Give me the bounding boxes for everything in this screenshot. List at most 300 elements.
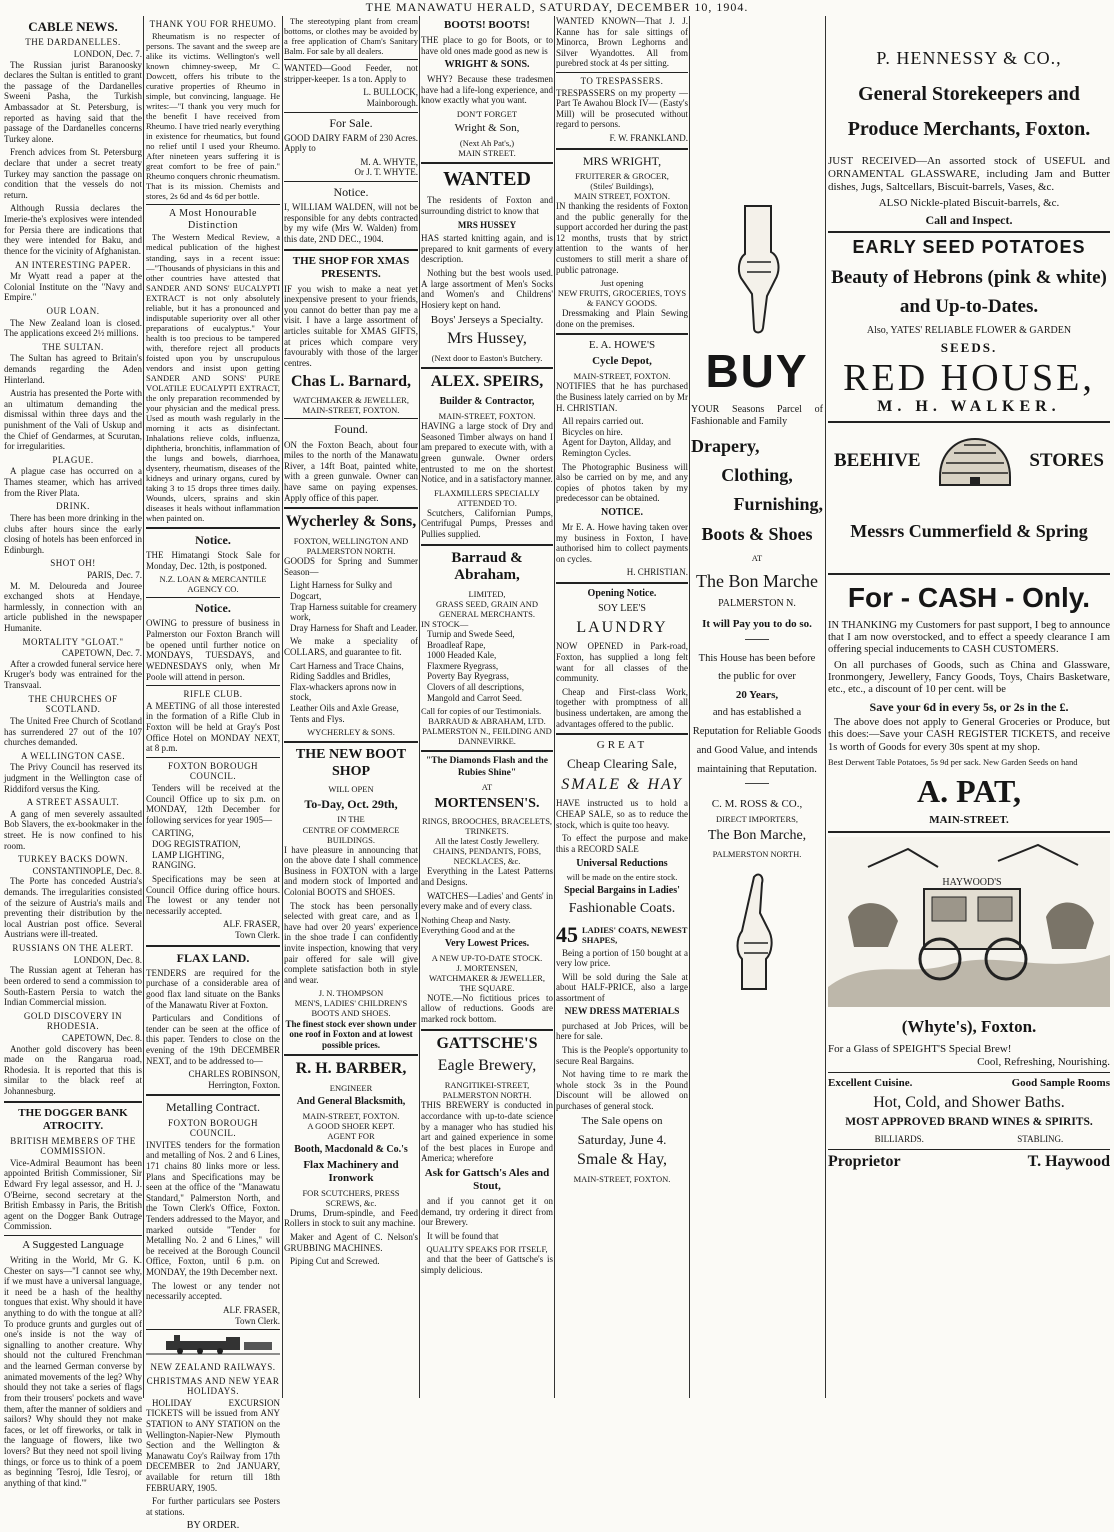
advert-text: Universal Reductions: [576, 857, 668, 869]
advert-text: On all purchases of Goods, such as China and Glassware, Ironmongery, Jewellery, Fancy Goods, Toys, Chairs Basketware, etc., etc., a discount of 10 per cent. will be: [828, 659, 1110, 696]
divider: [556, 72, 688, 73]
advertiser-name: E. A. HOWE'S: [588, 339, 656, 352]
advert-text: Call for copies of our Testimonials.: [421, 706, 542, 717]
column-cable-news: [4, 16, 142, 1488]
goods-list: [284, 661, 418, 725]
advertiser-name: M. H. WALKER.: [877, 398, 1061, 416]
divider: [284, 249, 418, 251]
list-item: Dray Harness for Shaft and Leader.: [290, 622, 418, 633]
column-5: [556, 16, 688, 1398]
divider: [146, 757, 280, 758]
masthead: THE MANAWATU HERALD, SATURDAY, DECEMBER 10, 1904.: [365, 0, 749, 14]
advertiser-name: R. H. BARBER,: [295, 1060, 407, 1078]
divider: [146, 945, 280, 947]
advert-text: Special Bargains in Ladies': [564, 885, 680, 897]
list-item: Bicycles on hire.: [562, 426, 623, 437]
advertiser-trade: Eagle Brewery,: [437, 1057, 537, 1075]
advertiser-trade: ENGINEER: [329, 1083, 373, 1094]
notice-title: For Sale.: [329, 115, 373, 130]
divider: [421, 162, 553, 164]
notice-text: Specifications may be seen at Council Office during office hours. The lowest or any tender not necessarily accepted.: [146, 873, 280, 916]
article-text: Vice-Admiral Beaumont has been appointed British Commissioner, Sir Edward Fry legal assessor, and H. J. O'Beirne, second secretary at the British Embassy in Paris, the British agent on the Dogger Bank Outrage Commission.: [4, 1157, 142, 1232]
subheadline: BRITISH MEMBERS OF THE COMMISSION.: [10, 1135, 136, 1157]
headline: A WELLINGTON CASE.: [21, 750, 125, 761]
advert-text: Save your 6d in every 5s, or 2s in the £.: [869, 699, 1069, 714]
advert-text: HAVE instructed us to hold a CHEAP SALE, so as to reduce the stock, which is quite too heavy.: [556, 798, 688, 830]
list-item: Poverty Bay Ryegrass,: [427, 671, 509, 682]
notice-text: Mr E. A. Howe having taken over my business in Foxton, I have authorised him to collect payments on cycles.: [556, 521, 688, 564]
advertiser-name: MRS HUSSEY: [457, 219, 517, 230]
pointing-hand-icon: [732, 873, 782, 993]
list-item: Riding Saddles and Bridles,: [290, 671, 391, 682]
advert-title: THE SHOP FOR XMAS PRESENTS.: [292, 254, 410, 280]
advertiser-address: MAIN-STREET.: [929, 813, 1009, 826]
divider: [556, 582, 688, 584]
advertiser-address: (Next door to Easton's Butchery.: [431, 353, 543, 364]
advert-text: I have pleasure in announcing that on the above date I shall commence Business in FOXTON with a large and modern stock of Imported and Colonial BOOTS and SHOES.: [284, 844, 418, 897]
dateline: CAPETOWN, Dec. 7.: [61, 648, 142, 659]
advert-text: Scutchers, Californian Pumps, Centrifugal Pumps, Presses and Pullies supplied.: [421, 507, 553, 539]
advert-text: LIMITED,: [468, 588, 506, 599]
services-list: [146, 828, 280, 870]
advertiser-name: Barraud & Abraham,: [451, 549, 523, 584]
article-text: Although Russia declares the Imerie-the's explosives were intended for Persia there are indications that they were intended for Baku, and thence for the vicinity of Afghanistan.: [4, 203, 142, 256]
list-item: Leather Oils and Axle Grease,: [290, 703, 399, 714]
goods-line: Clothing,: [721, 465, 793, 486]
advert-title: For - CASH - Only.: [847, 581, 1091, 613]
notice-title: Notice.: [195, 601, 231, 616]
advert-text: WILL OPEN: [328, 784, 374, 795]
advert-text: AT: [481, 781, 493, 792]
signature: H. CHRISTIAN.: [626, 567, 688, 578]
advert-text: It will Pay you to do so.: [702, 617, 812, 630]
dateline: LONDON, Dec. 8.: [73, 954, 142, 965]
headline: MORTALITY "GLOAT.": [22, 636, 124, 647]
advert-text: JUST RECEIVED—An assorted stock of USEFUL and ORNAMENTAL GLASSWARE, including Jam and Butter dishes, Jugs, Saltcellars, Biscuit-barrels, Vases, &c.: [828, 155, 1110, 194]
notice-text: HOLIDAY EXCURSION TICKETS will be issued from ANY STATION to ANY STATION on the Wellington-Napier-New Plymouth Section and the Wellington & Manawatu Coy's Railway from 17th DECEMBER to 2nd JANUARY, available for return till 18th FEBRUARY, 1905.: [146, 1397, 280, 1493]
advert-text: Everything in the Latest Patterns and Designs.: [421, 866, 553, 887]
advert-text: QUALITY SPEAKS FOR ITSELF,: [426, 1244, 548, 1255]
headline: THANK YOU FOR RHEUMO.: [149, 19, 277, 29]
list-item: Light Harness for Sulky and Dogcart,: [290, 580, 392, 601]
article-text: The Privy Council has reserved its judgment in the Wellington case of Riddiford versus the King.: [4, 762, 142, 794]
signature: Or J. T. WHYTE.: [354, 167, 418, 178]
advert-text: For a Glass of SPEIGHT'S Special Brew!: [828, 1042, 1012, 1055]
advert-text: Drums, Drum-spindle, and Feed Rollers in stock to suit any machine.: [284, 1207, 418, 1229]
article-text: Another gold discovery has been made on the Rangarua road, Rhodesia. It is reported that this is similar to the black reef at Johannesburg.: [4, 1043, 142, 1096]
advertiser-address: MAIN-STREET, FOXTON.: [438, 411, 536, 422]
dateline: CAPETOWN, Dec. 8.: [61, 1032, 142, 1043]
signature: CHARLES ROBINSON,: [188, 1069, 280, 1080]
advert-text: NOW OPENED in Park-road, Foxton, has supplied a long felt want for all classes of the community.: [556, 641, 688, 684]
advert-text: Not having time to re mark the whole stock 3s in the Pound Discount will be allowed on purchases of general stock.: [556, 1069, 688, 1112]
divider: [421, 750, 553, 752]
divider: [146, 597, 280, 598]
advert-title: Cheap Clearing Sale,: [566, 756, 678, 772]
advert-text: Also, YATES' RELIABLE FLOWER & GARDEN: [866, 325, 1072, 337]
advert-text: WANTED KNOWN—That J. J. Kanne has for sale sittings of Minorca, Brown Leghorns and Silver Wyandottes. All from purebred stock at 4s per sitting.: [556, 16, 688, 69]
advert-text: This House has been before the public for over: [698, 652, 816, 682]
column-rule: [143, 16, 144, 1398]
advert-text: HAS started knitting again, and is prepared to knit garments of every description.: [421, 233, 553, 265]
advert-text: Dressmaking and Plain Sewing done on the premises.: [556, 308, 688, 329]
divider: [284, 59, 418, 60]
divider: [421, 1029, 553, 1031]
notice-text: I, WILLIAM WALDEN, will not be responsible for any debts contracted by my wife (Mrs W. Walden) from this date, 2ND DEC., 1904.: [284, 202, 418, 245]
signature-role: Town Clerk.: [235, 929, 280, 940]
advertiser-trade: General Storekeepers and Produce Merchants, Foxton.: [847, 83, 1091, 141]
amenity: Excellent Cuisine.: [828, 1076, 913, 1089]
beehive-banner: [834, 433, 1104, 489]
headline: OUR LOAN.: [46, 305, 100, 316]
list-item: Trap Harness suitable for creamery work,: [290, 601, 417, 623]
list-item: CARTING,: [152, 828, 194, 839]
signature-place: Herrington, Foxton.: [208, 1079, 280, 1090]
signature: BARRAUD & ABRAHAM, LTD.: [428, 716, 546, 727]
divider: [146, 527, 280, 529]
column-rule: [282, 16, 283, 1398]
divider: [284, 1054, 418, 1056]
advert-text: NOTIFIES that he has purchased the Business lately carried on by Mr H. CHRISTIAN.: [556, 381, 688, 413]
advertiser-name: Wycherley & Sons,: [285, 513, 417, 531]
beehive-icon: [930, 433, 1020, 489]
divider: [4, 1101, 142, 1103]
advert-text: Just opening: [600, 278, 644, 289]
advert-text: Nothing Cheap and Nasty.: [421, 914, 511, 925]
advertiser-address: MAIN-STREET, FOXTON.: [302, 1111, 400, 1122]
advert-text: 20 Years,: [735, 688, 779, 701]
advert-text: Being a portion of 150 bought at a very low price.: [556, 947, 688, 969]
signature-role: DIRECT IMPORTERS,: [716, 814, 798, 824]
advertiser-name: Messrs Cummerfield & Spring: [850, 521, 1088, 542]
article-text: French advices from St. Petersburg declare that under a secret treaty Turkey may sanction the passage on condition that the vessels do not return.: [4, 147, 142, 200]
advert-text: MEN'S, LADIES' CHILDREN'S BOOTS AND SHOES.: [294, 998, 408, 1019]
advert-text: Ask for Gattsch's Ales and Stout,: [424, 1166, 550, 1192]
advert-text: Nothing but the best wools used. A large assortment of Men's Socks and Women's and Childrens' Hosiery kept on hand.: [421, 268, 553, 310]
article-text: Mr Wyatt read a paper at the Colonial Institute on the "Navy and Empire.": [4, 271, 142, 303]
divider: [421, 367, 553, 369]
advertiser-address: MAIN-STREET, FOXTON.: [302, 405, 400, 416]
column-rule: [554, 16, 555, 1398]
divider: [284, 507, 418, 509]
headline: AN INTERESTING PAPER.: [15, 259, 131, 270]
signature: C. M. ROSS & CO.,: [711, 798, 803, 811]
proprietor-label: Proprietor: [828, 1152, 901, 1170]
notice-title: Notice.: [195, 532, 231, 547]
advert-text: Rheumatism is no respecter of persons. The savant and the sweep are alike its victims. Wellington's well known chimney-sweep, Mr C. Dowcett, offers his tribute to the curative properties of Rheumo in simple, but convincing, language. He writes:—"I thank you very much for the benefit I have received from Rheumo. I have tried nearly everything in existence for rheumatics, but found no relief until I used your Rheumo. After nineteen years suffering it is great comfort to be free of pain." Rheumo conquers chronic rheumatism. That is its mission. Chemists and stores, 2s 6d and 4s 6d per bottle.: [146, 30, 280, 201]
advert-text: purchased at Job Prices, will be here for sale.: [556, 1020, 688, 1042]
article-text: The Porte has conceded Austria's demands. The irregularities consisted of the seizure of Austria's mails and preventing their distribution by the local Austrian post office. Several Austrians were ill-treated.: [4, 876, 142, 940]
advert-text: The stereotyping plant from cream bottoms, or clothes may be avoided by a free application of Cham's Sanitary Balm. For sale by all dealers.: [284, 16, 418, 57]
advert-text: Everything Good and at the: [421, 924, 515, 935]
amenity: Good Sample Rooms: [1011, 1076, 1110, 1089]
headline: A Suggested Language: [22, 1239, 124, 1252]
divider: [556, 733, 688, 735]
list-item: DOG REGISTRATION,: [152, 839, 241, 850]
advert-text: IF you wish to make a neat yet inexpensive present to your friends, you cannot do better than pay me a visit. I have a large assortment of articles suitable for XMAS GIFTS, at prices which compare very favourably with those of the larger centres.: [284, 283, 418, 368]
column-7: [828, 16, 1110, 1398]
article-text: The New Zealand loan is closed. The applications exceed 2½ millions.: [4, 317, 142, 339]
advert-text: GOOD DAIRY FARM of 230 Acres. Apply to: [284, 132, 418, 154]
goods-list: [284, 580, 418, 633]
divider: [284, 741, 418, 743]
divider: [146, 685, 280, 686]
list-item: RINGS, BROOCHES, BRACELETS, TRINKETS.: [421, 816, 553, 837]
notice-title: FLAX LAND.: [176, 950, 250, 965]
advert-text: IN STOCK—: [421, 619, 469, 629]
advert-text: The finest stock ever shown under one roof in Foxton and at lowest possible prices.: [285, 1018, 417, 1050]
notice-text: Tenders will be received at the Council Office up to six p.m. on MONDAY, 12th December for following services for year 1905—: [146, 783, 280, 825]
advertiser-name: SMALE & HAY: [561, 775, 683, 793]
notice-subtitle: CHRISTMAS AND NEW YEAR HOLIDAYS.: [146, 1375, 280, 1397]
advert-text: AGENT FOR: [327, 1131, 375, 1142]
advertiser-address: MAIN STREET.: [458, 147, 516, 158]
advertiser-name: WRIGHT & SONS.: [444, 59, 530, 71]
advert-text: FOR SCUTCHERS, PRESS SCREWS, &c.: [302, 1187, 400, 1208]
list-item: Agent for Dayton, Allday, and Remington Cycles.: [562, 437, 671, 459]
advert-text: Best Derwent Table Potatoes, 5s 9d per sack. New Garden Seeds on hand: [828, 757, 1078, 768]
column-3: [284, 16, 418, 1398]
advertiser-trade: Cycle Depot,: [592, 355, 652, 368]
advert-text: AT: [751, 552, 763, 563]
signature: ALF. FRASER,: [222, 919, 280, 930]
notice-text: OWING to pressure of business in Palmerston our Foxton Branch will be opened until further notice on MONDAYS, TUESDAYS, and WEDNESDAYS only, when Mr Poole will attend in person.: [146, 618, 280, 682]
advertiser-name: RED HOUSE,: [843, 356, 1095, 399]
article-text: A plague case has occurred on a Thames steamer, which has arrived from the River Plata.: [4, 466, 142, 498]
divider: [146, 204, 280, 205]
list-item: Clovers of all descriptions,: [427, 682, 524, 693]
advert-text: Maker and Agent of C. Nelson's GRUBBING MACHINES.: [284, 1232, 418, 1253]
advert-text: FLAXMILLERS SPECIALLY ATTENDED TO.: [434, 487, 540, 508]
advertiser-address: PALMERSTON N.: [718, 598, 796, 610]
advert-text: The stock has been personally selected with great care, and as I have had over 20 years' experience in the shoe trade I can confidently invite inspection, knowing that very pair offered for sale will give complete satisfaction both in style and wear.: [284, 900, 418, 985]
advert-title: WANTED: [443, 167, 531, 190]
signature: WYCHERLEY & SONS.: [307, 727, 395, 738]
goods-line: Boots & Shoes: [701, 523, 813, 544]
advertiser-name: SOY LEE'S: [598, 602, 646, 614]
advertiser-name: A. PAT,: [917, 773, 1021, 810]
notice-subtitle: FOXTON BOROUGH COUNCIL.: [167, 1117, 259, 1139]
services-list: [556, 416, 688, 458]
advert-text: THIS BREWERY is conducted in accordance with up-to-date science by a manager who has studied his art and gained experience in some of the best places in Europe and America; wherefore: [421, 1100, 553, 1164]
advert-text: Very Lowest Prices.: [444, 937, 530, 949]
article-text: A gang of men severely assaulted Bob Slavers, the ex-bookmaker in the street. He is now confined to his room.: [4, 808, 142, 851]
notice-title: NEW ZEALAND RAILWAYS.: [150, 1361, 276, 1372]
pointing-hand-icon: [727, 206, 787, 336]
advert-date: To-Day, Oct. 29th,: [304, 797, 398, 812]
advert-text: ALSO Nickle-plated Biscuit-barrels, &c.: [878, 197, 1060, 210]
headline: TURKEY BACKS DOWN.: [18, 854, 128, 865]
signature-place: Mainborough.: [366, 97, 418, 108]
divider: [556, 333, 688, 335]
column-2: [146, 16, 280, 1532]
notice-title: FOXTON BOROUGH COUNCIL.: [167, 760, 259, 782]
divider: [745, 639, 769, 640]
dateline: CONSTANTINOPLE, Dec. 8.: [32, 865, 142, 876]
list-item: Flax-whackers aprons now in stock,: [290, 681, 397, 703]
advertiser-trade: Builder & Contractor,: [439, 396, 535, 408]
coats-offer: [556, 922, 688, 948]
notice-text: The lowest or any tender not necessarily accepted.: [146, 1280, 280, 1302]
signature: N.Z. LOAN & MERCANTILE AGENCY CO.: [159, 574, 267, 595]
column-bon-marche: [691, 16, 823, 1398]
headline: DRINK.: [56, 501, 90, 512]
advert-text: and that the beer of Gattsche's is simply delicious.: [421, 1254, 553, 1275]
advert-text: NOTE.—No fictitious prices to allow of reductions. Goods are marked rock bottom.: [421, 992, 553, 1024]
advert-text: and has established a Reputation for Reliable Goods and Good Value, and intends maintaining that Reputation.: [692, 707, 822, 776]
amenity: STABLING.: [1017, 1133, 1064, 1144]
list-item: RANGING.: [152, 860, 196, 871]
signature: J. N. THOMPSON: [318, 988, 384, 999]
advert-title: THE NEW BOOT SHOP: [295, 747, 407, 779]
coach-label: HAYWOOD'S: [942, 876, 1002, 888]
advert-text: The Photographic Business will also be carried on by me, and any copies of photos taken by my predecessor can be obtained.: [556, 461, 688, 504]
article-text: The United Free Church of Scotland has surrendered 27 out of the 107 churches demanded.: [4, 715, 142, 748]
amenity: BILLIARDS.: [874, 1133, 924, 1144]
notice-title: RIFLE CLUB.: [183, 689, 243, 700]
advert-text: GOODS for Spring and Summer Season—: [284, 556, 418, 577]
signature: BY ORDER.: [186, 1520, 240, 1532]
article-text: The Russian agent at Teheran has been ordered to send a commission to South-Eastern Persia to watch the Indian Commercial mission.: [4, 965, 142, 1008]
signature: J. MORTENSEN,: [456, 962, 518, 973]
advert-text: IN thanking the residents of Foxton and the public generally for the support accorded her during the past 12 months, trusts that by strict attention to the wants of her customers to still merit a share of public patronage.: [556, 200, 688, 275]
notice-title: TO TRESPASSERS.: [580, 76, 664, 87]
advert-text: A NEW UP-TO-DATE STOCK.: [431, 952, 543, 963]
advert-text: THE place to go for Boots, or to have old ones made good as new is: [421, 34, 553, 56]
proprietor-name: T. Haywood: [1027, 1152, 1110, 1170]
notice-title: Metalling Contract.: [166, 1100, 260, 1115]
signature-role: Town Clerk.: [235, 1315, 280, 1326]
notice-title: Notice.: [333, 185, 369, 200]
headline: A STREET ASSAULT.: [26, 797, 120, 808]
advertiser-name: ALEX. SPEIRS,: [430, 373, 544, 391]
advert-text: The above does not apply to General Groceries or Produce, but this does:—Save your CASH REGISTER TICKETS, and receive 1s worth of Goods for every 30s spent at my shop.: [828, 716, 1110, 753]
advert-text: CENTRE OF COMMERCE BUILDINGS.: [302, 824, 400, 845]
list-item: Broadleaf Rape,: [427, 639, 486, 650]
divider: [146, 1329, 280, 1330]
amenity: MOST APPROVED BRAND WINES & SPIRITS.: [845, 1116, 1093, 1129]
dateline: LONDON, Dec. 7.: [73, 48, 142, 59]
advert-text: DON'T FORGET: [456, 108, 518, 119]
advertiser-name: The Bon Marche,: [707, 828, 807, 844]
divider: [828, 573, 1110, 575]
locomotive-illustration: [146, 1333, 280, 1355]
headline: PLAGUE.: [52, 454, 94, 465]
coats-label: LADIES' COATS, NEWEST SHAPES,: [582, 924, 688, 945]
list-item: CHAINS, PENDANTS, FOBS, NECKLACES, &c.: [433, 846, 541, 867]
headline: A Most Honourable Distinction: [169, 207, 257, 231]
advertiser-trade: And General Blacksmith,: [296, 1096, 406, 1108]
signature: L. BULLOCK,: [363, 87, 418, 98]
signature: F. W. FRANKLAND.: [609, 133, 688, 144]
advert-text: NEW DRESS MATERIALS: [564, 1006, 680, 1017]
divider: [556, 148, 688, 150]
divider: [828, 831, 1110, 833]
advertiser-name: (Whyte's), Foxton.: [901, 1016, 1037, 1036]
article-text: The Sultan has agreed to Britain's demands regarding the Aden Hinterland.: [4, 353, 142, 385]
notice-text: For further particulars see Posters at stations.: [146, 1496, 280, 1517]
advert-text: Booth, Macdonald & Co.'s: [294, 1144, 408, 1156]
dateline: PARIS, Dec. 7.: [87, 569, 142, 580]
advert-text: Cool, Refreshing, Nourishing.: [977, 1055, 1110, 1068]
advert-text: will be made on the entire stock.: [566, 872, 678, 883]
advert-text: IN THE: [337, 814, 365, 825]
headline: THE DOGGER BANK ATROCITY.: [18, 1106, 128, 1132]
list-item: 1000 Headed Kale,: [427, 650, 497, 661]
notice-title: Found.: [334, 422, 368, 437]
advert-text: HAVING a large stock of Dry and Seasoned Timber always on hand I am prepared to execute with, with a green gunwale. Owner orders entrusted to me on the shortest Notice, and in a satisfactory manner.: [421, 421, 553, 485]
advertiser-address: MAIN STREET, FOXTON.: [573, 190, 671, 201]
notice-text: THE Himatangi Stock Sale for Monday, Dec. 12th, is postponed.: [146, 550, 280, 571]
divider: [828, 1072, 1110, 1073]
advert-text: WATCHES—Ladies' and Gents' in every make and of every class.: [421, 890, 553, 912]
advertiser-name: Mrs Hussey,: [447, 330, 527, 348]
divider: [828, 421, 1110, 423]
list-item: Mangold and Carrot Seed.: [427, 692, 522, 703]
advert-text: (Stiles' Buildings),: [590, 180, 654, 191]
advert-text: and if you cannot get it on demand, try ordering it direct from our Brewery.: [421, 1195, 553, 1228]
advert-title: LAUNDRY: [576, 618, 668, 636]
amenities-row: [828, 1134, 1110, 1145]
advertiser-trade: WATCHMAKER & JEWELLER,: [293, 395, 409, 406]
advertiser-trade: FRUITERER & GROCER,: [575, 170, 669, 181]
divider: [745, 783, 769, 784]
notice-text: ON the Foxton Beach, about four miles to the north of the Manawatu River, a 14ft Boat, painted white, with a green gunwale. Owner can have same on paying expenses. Apply office of this paper.: [284, 439, 418, 503]
advert-text: To effect the purpose and make this a RECORD SALE: [556, 833, 688, 854]
article-text: Austria has presented the Porte with an ultimatum demanding the dismissal within three days and the punishment of the Vali of Uskup and the Chief of Gendarmes, at Scurutan, for irregularities.: [4, 388, 142, 452]
advert-title: EARLY SEED POTATOES: [852, 237, 1086, 258]
advert-text: IN THANKING my Customers for past support, I beg to announce that I am now overstocked, and to effect a speedy clearance I am offering special inducements to CASH CUSTOMERS.: [828, 619, 1110, 656]
list-item: LAMP LIGHTING,: [152, 849, 225, 860]
advert-text: Piping Cut and Screwed.: [290, 1256, 380, 1267]
headline: THE SULTAN.: [42, 341, 104, 352]
article-text: There has been more drinking in the clubs after hours since the early closing of hotels has been enforced in Edinburgh.: [4, 512, 142, 555]
advert-text: Boys' Jerseys a Specialty.: [430, 313, 544, 326]
goods-line: Furnishing,: [733, 494, 823, 515]
divider: [146, 1094, 280, 1096]
advertiser-address: PALMERSTON NORTH.: [712, 848, 802, 859]
section-title: CABLE NEWS.: [28, 19, 118, 34]
advertiser-name: Smale & Hay,: [576, 1151, 668, 1168]
advert-text: WANTED—Good Feeder, not stripper-keeper. 1s a ton. Apply to: [284, 63, 418, 84]
advert-text: Will be sold during the Sale at about HALF-PRICE, also a large assortment of: [556, 971, 688, 1004]
column-rule: [825, 16, 826, 1398]
article-text: After a crowded funeral service here Kruger's body was entrained for the Transvaal.: [4, 658, 142, 691]
advert-text: A GOOD SHOER KEPT.: [307, 1121, 395, 1132]
advert-text: The Western Medical Review, a medical publication of the highest standing, says in a recent issue:—"Thousands of physicians in this and other countries have attested that SANDER AND SONS' EUCALYPTI EXTRACT is not only absolutely reliable, but it has a pronounced and indisputable superiority over all other preparations of eucalyptus." Your health is too precious to be tampered with, therefore reject all products foisted upon you by unscrupulous vendors and insist upon getting SANDER AND SONS' PURE VOLATILE EUCALYPTI EXTRACT, the only preparation recommended by your physician and the medical press. Used as mouth wash regularly in the morning it acts as disinfectant. Inhalations relieve colds, influenza, diphtheria, bronchitis, inflammation of the lungs and bowels, diarrhoea, dysentery, rheumatism, diseases of the kidneys and urinary organs, cured by taking 3 to 15 drops three times daily. Wounds, ulcers, sprains and skin diseases it heals without inflammation when painted on.: [146, 232, 280, 523]
list-item: Turnip and Swede Seed,: [427, 629, 515, 640]
advert-text: (Next Ah Pat's,): [459, 137, 515, 148]
advert-text: The Sale opens on: [581, 1114, 663, 1127]
advert-title: BUY: [705, 345, 809, 397]
advert-text: Flax Machinery and Ironwork: [303, 1158, 399, 1184]
list-item: Flaxmere Ryegrass,: [427, 660, 499, 671]
advertiser-trade: GRASS SEED, GRAIN AND GENERAL MERCHANTS.: [435, 598, 538, 619]
headline: THE DARDANELLES.: [25, 37, 121, 48]
amenities-row: [828, 1077, 1110, 1090]
list-item: Tents and Flys.: [290, 713, 345, 724]
notice-text: TENDERS are required for the purchase of a considerable area of good flax land situate on the Banks of the Manawatu River at Foxton.: [146, 967, 280, 1010]
column-rule: [689, 16, 690, 1398]
advertiser-address: PALMERSTON NORTH.: [442, 1090, 532, 1101]
divider: [421, 544, 553, 546]
advertiser-address: MAIN-STREET, FOXTON.: [573, 1173, 671, 1184]
advert-title: BOOTS! BOOTS!: [444, 19, 530, 31]
advertiser-name: BEEHIVE: [834, 450, 921, 472]
coats-count: 45: [556, 921, 578, 947]
advert-date: Saturday, June 4.: [577, 1131, 667, 1147]
advert-text: The residents of Foxton and surrounding district to know that: [421, 195, 553, 217]
